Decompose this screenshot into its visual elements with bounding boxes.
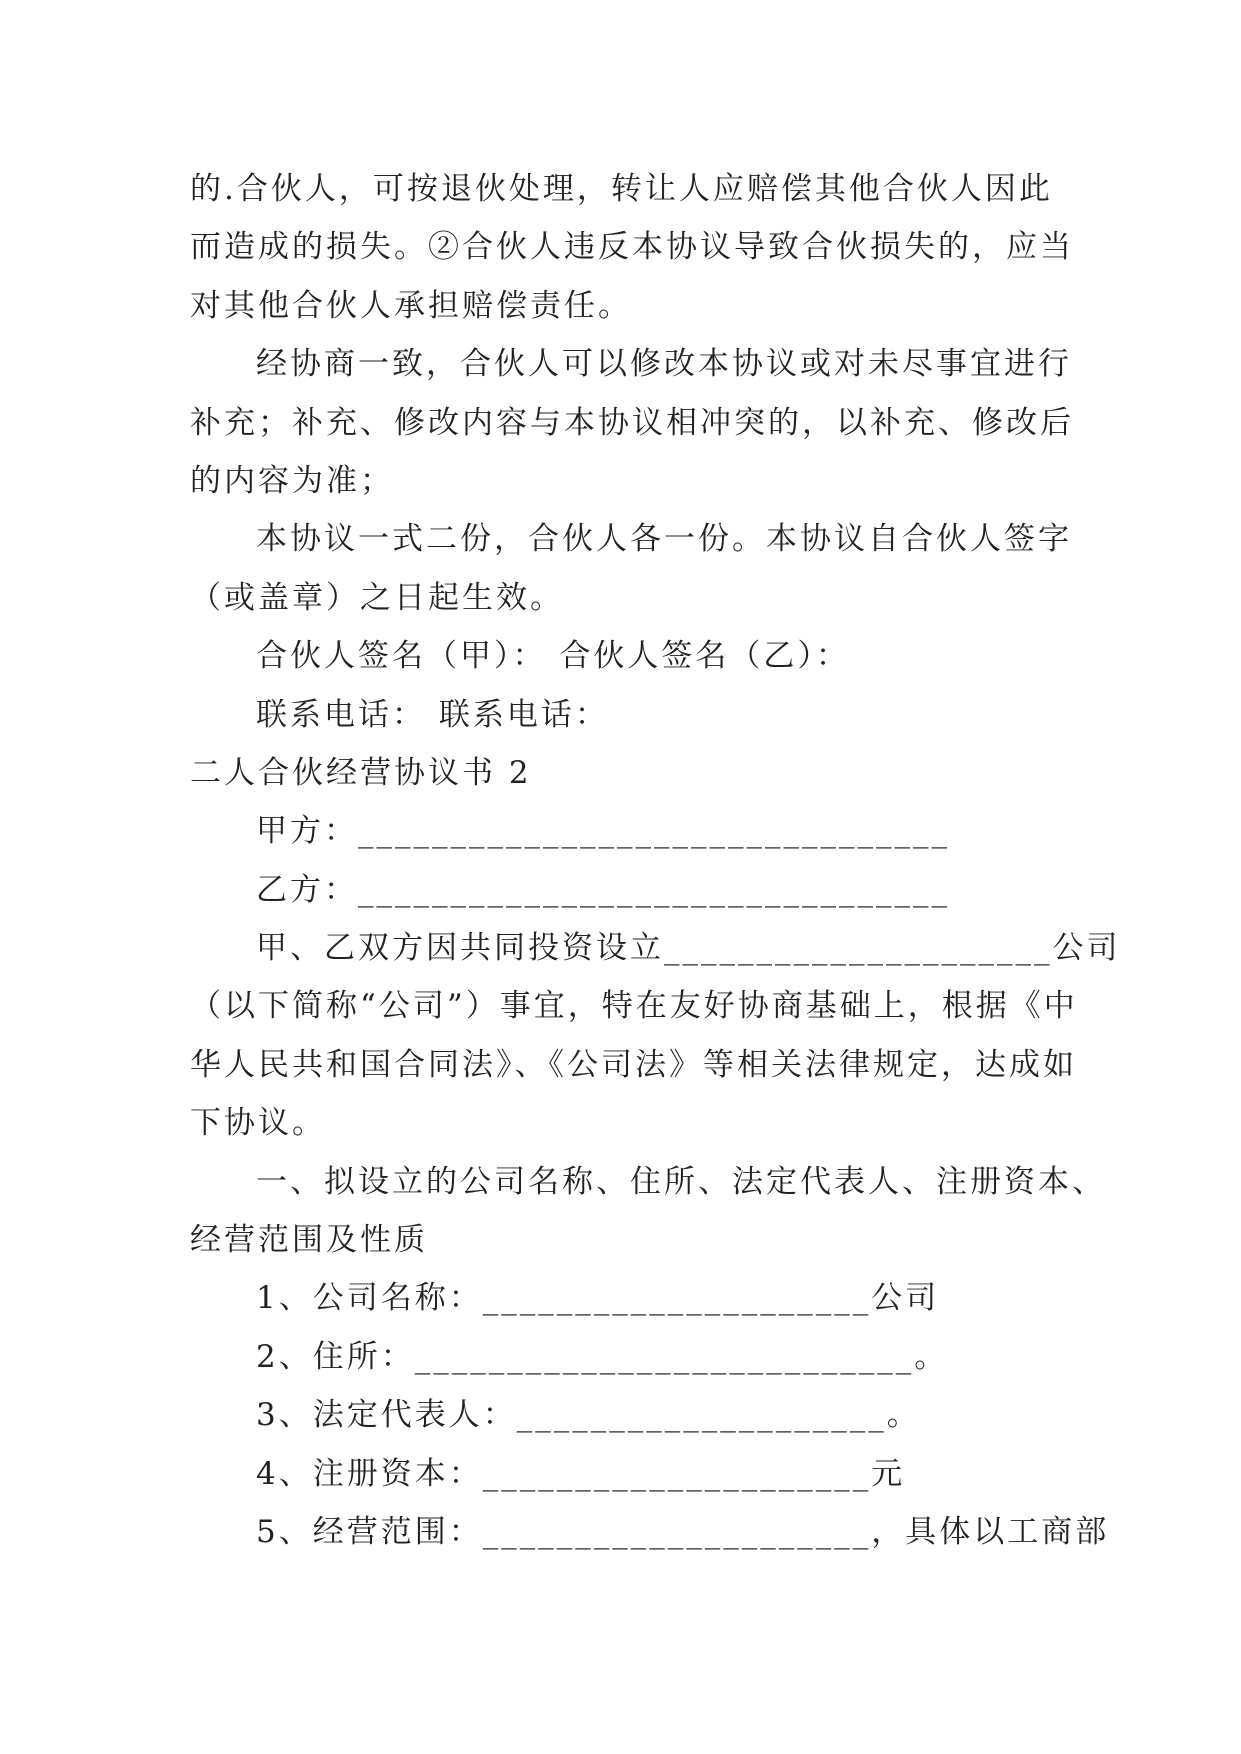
company-name-field: 1、公司名称：_____________________公司 [256, 1280, 940, 1317]
text-line: 甲、乙双方因共同投资设立_____________________公司 [256, 930, 1121, 967]
signature-line: 合伙人签名（甲）： 合伙人签名（乙）： [256, 638, 850, 675]
text-line: 华人民共和国合同法》、《公司法》等相关法律规定，达成如 [190, 1046, 1077, 1083]
text-line: 对其他合伙人承担赔偿责任。 [190, 287, 632, 324]
address-field: 2、住所：___________________________。 [256, 1338, 949, 1375]
section-heading: 一、拟设立的公司名称、住所、法定代表人、注册资本、 [256, 1163, 1106, 1200]
text-line: 下协议。 [190, 1105, 326, 1142]
legal-representative-field: 3、法定代表人：____________________。 [256, 1397, 921, 1434]
text-line: 而造成的损失。②合伙人违反本协议导致合伙损失的，应当 [190, 229, 1074, 266]
text-line: 的内容为准； [190, 462, 394, 499]
text-line: 补充；补充、修改内容与本协议相冲突的，以补充、修改后 [190, 404, 1074, 441]
document-title: 二人合伙经营协议书 2 [190, 754, 532, 791]
party-a-field: 甲方：________________________________ [256, 813, 950, 850]
text-line: 本协议一式二份，合伙人各一份。本协议自合伙人签字 [256, 521, 1072, 558]
document-body [190, 160, 1121, 1561]
registered-capital-field: 4、注册资本：_____________________元 [256, 1455, 906, 1492]
text-line: （或盖章）之日起生效。 [190, 579, 564, 616]
party-b-field: 乙方：________________________________ [256, 871, 950, 908]
business-scope-field: 5、经营范围：_____________________，具体以工商部 [256, 1513, 1110, 1550]
text-line: 经协商一致，合伙人可以修改本协议或对未尽事宜进行 [256, 346, 1072, 383]
text-line: （以下简称“公司”）事宜，特在友好协商基础上，根据《中 [190, 988, 1078, 1025]
contact-line: 联系电话： 联系电话： [256, 696, 609, 733]
section-heading: 经营范围及性质 [190, 1222, 428, 1259]
text-line: 的.合伙人，可按退伙处理，转让人应赔偿其他合伙人因此 [190, 171, 1053, 207]
